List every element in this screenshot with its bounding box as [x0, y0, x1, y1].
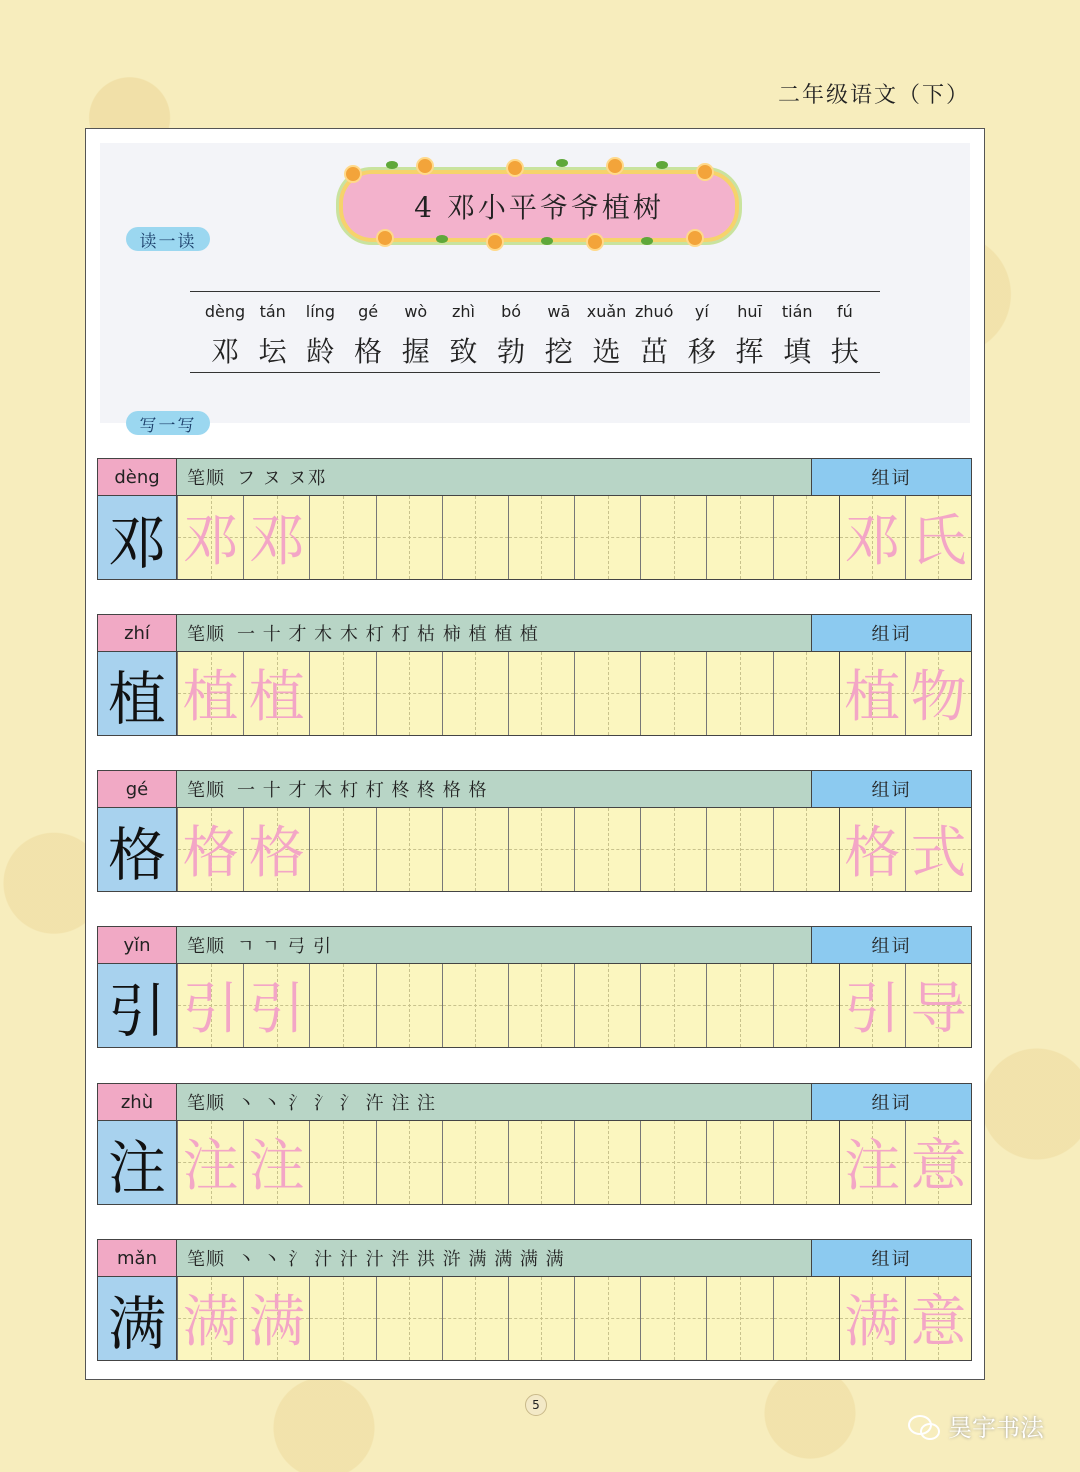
word-box[interactable]	[905, 1277, 971, 1360]
word-trace-character: 导	[910, 977, 967, 1043]
stroke-order-sequence: 丶 丶 氵 汁 汁 汁 汼 洪 浒 满 满 满 满	[237, 1249, 565, 1270]
read-pinyin: dèng	[204, 302, 246, 321]
writing-box[interactable]	[706, 808, 772, 891]
word-trace-character: 格	[844, 821, 901, 887]
trace-character: 格	[248, 821, 305, 887]
writing-box[interactable]	[706, 496, 772, 579]
stroke-order-label: 笔顺	[187, 780, 225, 801]
stroke-order-sequence: 一 十 才 木 朾 朾 柊 柊 格 格	[237, 780, 488, 801]
word-box[interactable]	[905, 1121, 971, 1204]
trace-character: 植	[248, 665, 305, 731]
word-box[interactable]	[839, 1121, 905, 1204]
read-character: 挖	[544, 335, 573, 368]
writing-box[interactable]	[640, 496, 706, 579]
writing-box[interactable]	[442, 808, 508, 891]
writing-box[interactable]	[376, 1277, 442, 1360]
flower-decoration-icon	[376, 229, 394, 247]
read-pinyin: yí	[694, 302, 709, 321]
writing-box[interactable]	[309, 496, 375, 579]
word-trace-character: 氏	[910, 509, 967, 575]
read-pinyin: xuǎn	[586, 302, 627, 321]
writing-box[interactable]	[177, 808, 243, 891]
row-character: 植	[97, 652, 177, 736]
flower-decoration-icon	[696, 163, 714, 181]
writing-box[interactable]	[773, 1121, 839, 1204]
writing-box[interactable]	[442, 652, 508, 735]
word-box[interactable]	[839, 1277, 905, 1360]
row-character: 邓	[97, 496, 177, 580]
word-trace-character: 植	[844, 665, 901, 731]
word-trace-character: 意	[910, 1134, 967, 1200]
row-pinyin: mǎn	[97, 1239, 177, 1277]
word-box[interactable]	[905, 496, 971, 579]
flower-decoration-icon	[486, 233, 504, 251]
writing-box[interactable]	[706, 964, 772, 1047]
stroke-order-label: 笔顺	[187, 624, 225, 645]
writing-box[interactable]	[442, 1277, 508, 1360]
writing-box[interactable]	[177, 496, 243, 579]
wechat-icon	[908, 1413, 940, 1439]
read-character: 致	[449, 335, 478, 368]
read-character: 填	[783, 335, 812, 368]
word-trace-character: 引	[844, 977, 901, 1043]
writing-box[interactable]	[309, 964, 375, 1047]
writing-box[interactable]	[574, 964, 640, 1047]
word-trace-character: 意	[910, 1290, 967, 1356]
stroke-order-bar	[177, 770, 812, 808]
writing-box[interactable]	[243, 964, 309, 1047]
writing-box[interactable]	[177, 964, 243, 1047]
writing-grid	[177, 496, 972, 580]
read-pinyin: zhuó	[634, 302, 674, 321]
writing-box[interactable]	[309, 1277, 375, 1360]
practice-row	[97, 770, 972, 892]
word-box[interactable]	[905, 964, 971, 1047]
row-pinyin: zhí	[97, 614, 177, 652]
writing-box[interactable]	[177, 652, 243, 735]
write-section-label: 写一写	[126, 411, 210, 435]
read-character: 格	[354, 335, 383, 368]
stroke-order-sequence: フ ヌ ヌ邓	[237, 468, 327, 489]
flower-decoration-icon	[586, 233, 604, 251]
read-section-label: 读一读	[126, 227, 210, 251]
read-character: 勃	[497, 335, 526, 368]
stroke-order-bar	[177, 1083, 812, 1121]
stroke-order-sequence: ㄱ ㄱ 弓 引	[237, 936, 332, 957]
row-character: 格	[97, 808, 177, 892]
writing-box[interactable]	[574, 1121, 640, 1204]
writing-box[interactable]	[376, 496, 442, 579]
trace-character: 满	[248, 1290, 305, 1356]
writing-box[interactable]	[177, 1277, 243, 1360]
row-character: 满	[97, 1277, 177, 1361]
practice-row	[97, 458, 972, 580]
read-pinyin: bó	[501, 302, 522, 321]
leaf-decoration-icon	[386, 161, 398, 169]
word-trace-character: 邓	[844, 509, 901, 575]
leaf-decoration-icon	[556, 159, 568, 167]
word-box[interactable]	[905, 652, 971, 735]
word-trace-character: 注	[844, 1134, 901, 1200]
writing-grid	[177, 808, 972, 892]
row-pinyin: gé	[97, 770, 177, 808]
trace-character: 引	[248, 977, 305, 1043]
writing-grid	[177, 652, 972, 736]
writing-box[interactable]	[508, 496, 574, 579]
row-character: 引	[97, 964, 177, 1048]
stroke-order-label: 笔顺	[187, 936, 225, 957]
stroke-order-bar	[177, 458, 812, 496]
trace-character: 格	[182, 821, 239, 887]
writing-box[interactable]	[640, 964, 706, 1047]
read-character: 扶	[830, 335, 859, 368]
flower-decoration-icon	[606, 157, 624, 175]
read-character: 龄	[306, 335, 335, 368]
writing-grid	[177, 964, 972, 1048]
trace-character: 邓	[248, 509, 305, 575]
read-character: 邓	[210, 335, 239, 368]
trace-character: 邓	[182, 509, 239, 575]
writing-box[interactable]	[508, 808, 574, 891]
flower-decoration-icon	[686, 229, 704, 247]
writing-box[interactable]	[574, 496, 640, 579]
read-pinyin: wā	[547, 302, 571, 321]
writing-grid	[177, 1277, 972, 1361]
word-trace-character: 满	[844, 1290, 901, 1356]
word-box[interactable]	[905, 808, 971, 891]
read-pinyin: líng	[305, 302, 335, 321]
page-number: 5	[525, 1394, 547, 1416]
leaf-decoration-icon	[436, 235, 448, 243]
writing-box[interactable]	[177, 1121, 243, 1204]
read-character: 挥	[735, 335, 764, 368]
read-pinyin: fú	[837, 302, 853, 321]
character-row	[202, 330, 868, 370]
stroke-order-bar	[177, 1239, 812, 1277]
leaf-decoration-icon	[541, 237, 553, 245]
read-character: 茁	[640, 335, 669, 368]
leaf-decoration-icon	[641, 237, 653, 245]
writing-box[interactable]	[773, 496, 839, 579]
stroke-order-label: 笔顺	[187, 468, 225, 489]
row-pinyin: yǐn	[97, 926, 177, 964]
trace-character: 植	[182, 665, 239, 731]
leaf-decoration-icon	[656, 161, 668, 169]
row-character: 注	[97, 1121, 177, 1205]
word-building-header: 组词	[812, 926, 972, 964]
practice-row	[97, 1239, 972, 1361]
word-box[interactable]	[839, 496, 905, 579]
read-character: 选	[592, 335, 621, 368]
read-word-list	[190, 291, 880, 373]
writing-box[interactable]	[508, 652, 574, 735]
writing-box[interactable]	[309, 652, 375, 735]
writing-box[interactable]	[773, 1277, 839, 1360]
flower-decoration-icon	[416, 157, 434, 175]
read-pinyin: wò	[404, 302, 428, 321]
writing-box[interactable]	[574, 808, 640, 891]
stroke-order-label: 笔顺	[187, 1093, 225, 1114]
writing-box[interactable]	[309, 808, 375, 891]
read-pinyin: zhì	[451, 302, 475, 321]
read-character: 移	[687, 335, 716, 368]
practice-row	[97, 926, 972, 1048]
trace-character: 注	[248, 1134, 305, 1200]
writing-box[interactable]	[243, 1121, 309, 1204]
writing-box[interactable]	[508, 1277, 574, 1360]
read-pinyin: huī	[737, 302, 762, 321]
lesson-title-banner	[336, 167, 742, 245]
row-pinyin: dèng	[97, 458, 177, 496]
read-character: 坛	[258, 335, 287, 368]
read-pinyin: gé	[358, 302, 379, 321]
writing-box[interactable]	[773, 652, 839, 735]
read-character: 握	[401, 335, 430, 368]
word-box[interactable]	[839, 808, 905, 891]
word-box[interactable]	[839, 964, 905, 1047]
writing-box[interactable]	[442, 496, 508, 579]
writing-box[interactable]	[574, 652, 640, 735]
trace-character: 引	[182, 977, 239, 1043]
stroke-order-sequence: 一 十 才 木 木 朾 朾 枯 柿 植 植 植	[237, 624, 539, 645]
read-pinyin: tián	[781, 302, 813, 321]
word-building-header: 组词	[812, 770, 972, 808]
word-trace-character: 式	[910, 821, 967, 887]
writing-box[interactable]	[243, 496, 309, 579]
writing-box[interactable]	[773, 964, 839, 1047]
writing-box[interactable]	[640, 1277, 706, 1360]
lesson-title: 4 邓小平爷爷植树	[414, 191, 664, 224]
flower-decoration-icon	[506, 159, 524, 177]
writing-box[interactable]	[376, 1121, 442, 1204]
practice-row	[97, 1083, 972, 1205]
writing-box[interactable]	[773, 808, 839, 891]
word-building-header: 组词	[812, 1239, 972, 1277]
writing-box[interactable]	[309, 1121, 375, 1204]
writing-box[interactable]	[442, 1121, 508, 1204]
writing-box[interactable]	[640, 652, 706, 735]
writing-box[interactable]	[640, 1121, 706, 1204]
word-building-header: 组词	[812, 1083, 972, 1121]
stroke-order-sequence: 丶 丶 氵 氵 氵 汻 注 注	[237, 1093, 437, 1114]
writing-box[interactable]	[508, 964, 574, 1047]
writing-box[interactable]	[376, 964, 442, 1047]
stroke-order-label: 笔顺	[187, 1249, 225, 1270]
trace-character: 注	[182, 1134, 239, 1200]
writing-box[interactable]	[243, 1277, 309, 1360]
writing-box[interactable]	[574, 1277, 640, 1360]
writing-box[interactable]	[706, 1277, 772, 1360]
writing-box[interactable]	[442, 964, 508, 1047]
writing-box[interactable]	[640, 808, 706, 891]
row-pinyin: zhù	[97, 1083, 177, 1121]
writing-box[interactable]	[706, 652, 772, 735]
book-title: 二年级语文（下）	[777, 83, 970, 108]
trace-character: 满	[182, 1290, 239, 1356]
writing-box[interactable]	[706, 1121, 772, 1204]
writing-box[interactable]	[376, 808, 442, 891]
writing-grid	[177, 1121, 972, 1205]
writing-box[interactable]	[376, 652, 442, 735]
word-building-header: 组词	[812, 614, 972, 652]
word-trace-character: 物	[910, 665, 967, 731]
flower-decoration-icon	[344, 165, 362, 183]
word-building-header: 组词	[812, 458, 972, 496]
watermark	[908, 1408, 1044, 1443]
writing-box[interactable]	[243, 808, 309, 891]
practice-row	[97, 614, 972, 736]
stroke-order-bar	[177, 614, 812, 652]
watermark-text: 昊宇书法	[948, 1414, 1044, 1442]
read-pinyin: tán	[259, 302, 286, 321]
writing-box[interactable]	[243, 652, 309, 735]
writing-box[interactable]	[508, 1121, 574, 1204]
stroke-order-bar	[177, 926, 812, 964]
word-box[interactable]	[839, 652, 905, 735]
pinyin-row	[202, 302, 868, 321]
